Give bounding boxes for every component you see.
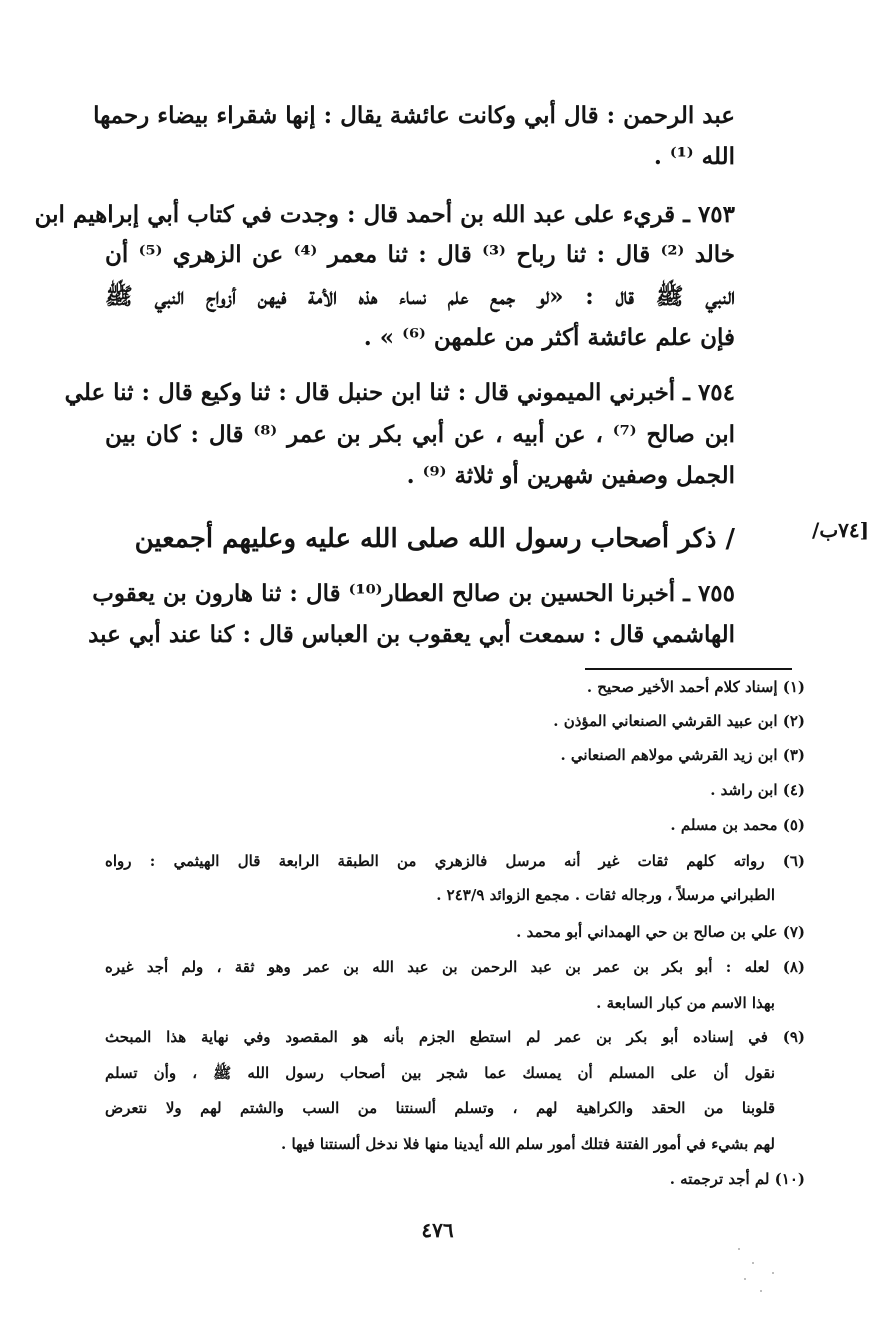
footnote: (٣) ابن زيد القرشي مولاهم الصنعاني .	[560, 746, 805, 764]
scan-speck	[760, 1290, 762, 1292]
text-line: الله ⁽¹⁾ .	[653, 143, 735, 170]
footnote-continuation: نقول أن على المسلم أن يمسك عما شجر بين أصحاب رسول الله ﷺ ، وأن تسلم	[105, 1064, 775, 1082]
text-line: فإن علم عائشة أكثر من علمهن ⁽⁶⁾ » .	[363, 324, 735, 351]
scan-speck	[752, 1262, 754, 1264]
text-line: ٧٥٤ ـ أخبرني الميموني قال : ثنا ابن حنبل قال : ثنا وكيع قال : ثنا علي	[64, 379, 735, 406]
text-line: خالد ⁽²⁾ قال : ثنا رباح ⁽³⁾ قال : ثنا معمر ⁽⁴⁾ عن الزهري ⁽⁵⁾ أن	[105, 241, 736, 268]
text-line: الجمل وصفين شهرين أو ثلاثة ⁽⁹⁾ .	[406, 462, 735, 489]
footnote: (٨) لعله : أبو بكر بن عمر بن عبد الرحمن بن عبد الله بن عمر وهو ثقة ، ولم أجد غيره	[105, 958, 805, 976]
scan-speck	[772, 1272, 774, 1274]
footnote-separator	[585, 668, 792, 670]
footnote: (٢) ابن عبيد القرشي الصنعاني المؤذن .	[553, 712, 805, 730]
footnote-continuation: الطبراني مرسلاً ، ورجاله ثقات . مجمع الزوائد ٢٤٣/٩ .	[436, 886, 775, 904]
text-line: عبد الرحمن : قال أبي وكانت عائشة يقال : إنها شقراء بيضاء رحمها	[93, 102, 735, 129]
footnote: (٧) علي بن صالح بن حي الهمداني أبو محمد .	[516, 923, 805, 941]
footnote: (٦) رواته كلهم ثقات غير أنه مرسل فالزهري من الطبقة الرابعة قال الهيثمي : رواه	[105, 852, 805, 870]
scan-speck	[744, 1278, 746, 1280]
section-heading: / ذكر أصحاب رسول الله صلى الله عليه وعليهم أجمعين	[134, 524, 735, 554]
scan-speck	[738, 1248, 740, 1250]
footnote: (١٠) لم أجد ترجمته .	[669, 1170, 805, 1188]
text-line: ٧٥٥ ـ أخبرنا الحسين بن صالح العطار⁽¹⁰⁾ قال : ثنا هارون بن يعقوب	[92, 580, 735, 607]
page-number: ٤٧٦	[421, 1218, 454, 1242]
text-line: الهاشمي قال : سمعت أبي يعقوب بن العباس قال : كنا عند أبي عبد	[88, 621, 735, 648]
text-line: النبي ﷺ قال : «لو جمع علم نساء هذه الأمة فيهن أزواج النبي ﷺ	[105, 283, 735, 310]
text-line: ٧٥٣ ـ قريء على عبد الله بن أحمد قال : وجدت في كتاب أبي إبراهيم ابن	[34, 201, 735, 228]
footnote: (٩) في إسناده أبو بكر بن عمر لم استطع الجزم بأنه هو المقصود وفي نهاية هذا المبحث	[105, 1028, 805, 1046]
folio-marker: /٧٤ب]	[812, 518, 870, 542]
footnote-continuation: لهم بشيء في أمور الفتنة فتلك أمور سلم الله أيدينا منها فلا ندخل ألسنتنا فيها .	[281, 1135, 775, 1153]
footnote: (٤) ابن راشد .	[710, 781, 805, 799]
footnote-continuation: قلوبنا من الحقد والكراهية لهم ، وتسلم ألسنتنا من السب والشتم لهم ولا نتعرض	[105, 1099, 775, 1117]
footnote: (٥) محمد بن مسلم .	[670, 816, 805, 834]
text-line: ابن صالح ⁽⁷⁾ ، عن أبيه ، عن أبي بكر بن عمر ⁽⁸⁾ قال : كان بين	[105, 421, 735, 448]
footnote: (١) إسناد كلام أحمد الأخير صحيح .	[586, 678, 805, 696]
footnote-continuation: بهذا الاسم من كبار السابعة .	[596, 994, 775, 1012]
